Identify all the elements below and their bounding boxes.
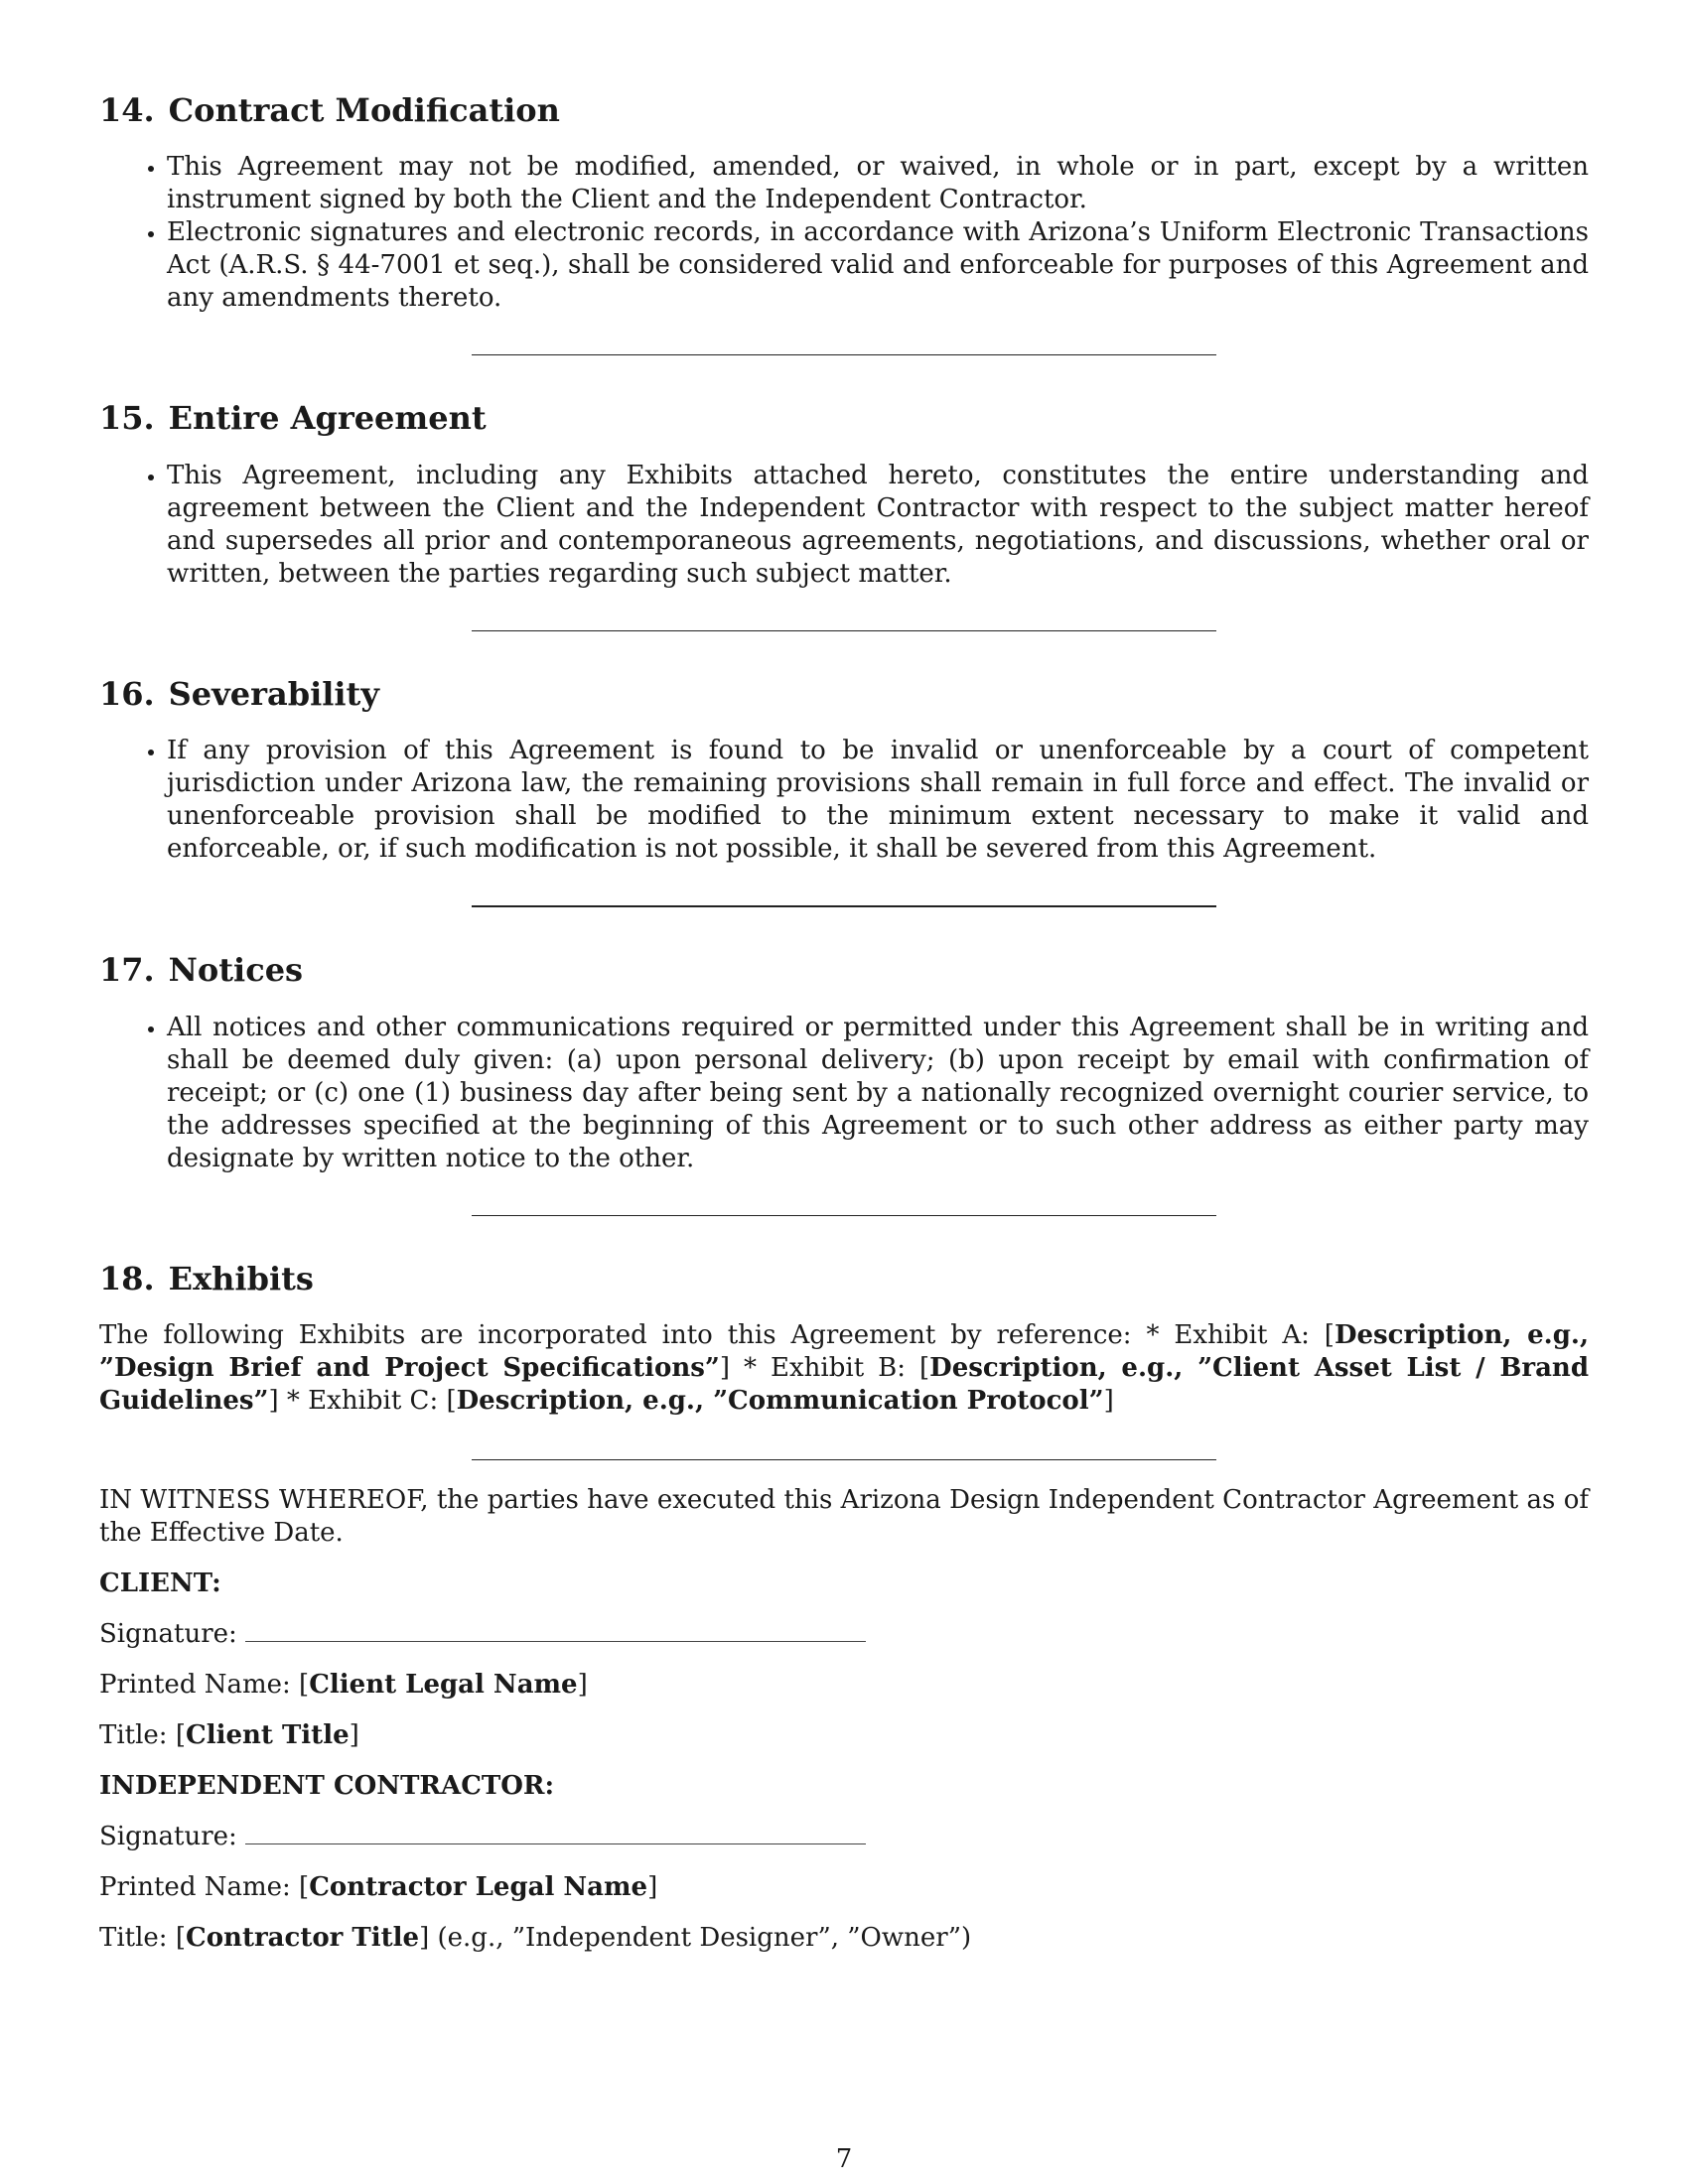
exhibits-paragraph: The following Exhibits are incorporated into this Agreement by reference: * Exhibit A: [Description, e.g., ”Design Brief and Project Specifications”] * Exhibit B: [Description, e.g., ”Client Asset List / Brand Guidelines”] * Exhibit C: [Description, e.g., ”Communication Protocol”] bbox=[99, 1319, 1590, 1416]
contractor-heading: INDEPENDENT CONTRACTOR: bbox=[99, 1770, 555, 1801]
section-entire-agreement bbox=[99, 399, 1589, 590]
bullet-list bbox=[99, 1012, 1589, 1175]
client-heading: CLIENT: bbox=[99, 1568, 221, 1598]
page-number: 7 bbox=[835, 2144, 853, 2174]
section-divider bbox=[472, 1459, 1216, 1460]
contractor-signature-block bbox=[99, 1770, 1589, 1955]
list-item: • This Agreement, including any Exhibits attached hereto, constitutes the entire understanding and agreement between the Client and the Independent Contractor with respect to the subject matter hereof and supersedes all prior and contemporaneous agreements, negotiations, and discussions, whether oral or written, between the parties regarding such subject matter. bbox=[167, 460, 1589, 591]
contractor-signature-row: Signature: bbox=[99, 1821, 1589, 1853]
document-page bbox=[99, 91, 1589, 1955]
list-item: • Electronic signatures and electronic records, in accordance with Arizona’s Uniform Electronic Transactions Act (A.R.S. § 44-7001 et seq.), shall be considered valid and enforceable for purposes of this Agreement and any amendments thereto. bbox=[167, 216, 1589, 315]
section-contract-modification bbox=[99, 91, 1589, 315]
witness-statement: IN WITNESS WHEREOF, the parties have executed this Arizona Design Independent Contractor Agreement as of the Effective Date. bbox=[99, 1484, 1589, 1548]
bullet-list bbox=[99, 460, 1589, 591]
bullet-list bbox=[99, 735, 1589, 866]
client-printed-name-row: Printed Name: [Client Legal Name] bbox=[99, 1669, 588, 1700]
contractor-printed-name-row: Printed Name: [Contractor Legal Name] bbox=[99, 1871, 658, 1902]
section-divider bbox=[472, 1215, 1216, 1216]
contractor-title-row: Title: [Contractor Title] (e.g., ”Independent Designer”, ”Owner”) bbox=[99, 1922, 972, 1953]
section-severability bbox=[99, 675, 1589, 866]
list-item: • This Agreement may not be modified, amended, or waived, in whole or in part, except by a written instrument signed by both the Client and the Independent Contractor. bbox=[167, 151, 1589, 216]
section-notices bbox=[99, 951, 1589, 1174]
section-divider bbox=[472, 354, 1216, 355]
client-title-row: Title: [Client Title] bbox=[99, 1719, 359, 1750]
list-item: • All notices and other communications required or permitted under this Agreement shall be in writing and shall be deemed duly given: (a) upon personal delivery; (b) upon receipt by email with confirmation of receipt; or (c) one (1) business day after being sent by a nationally recognized overnight courier service, to the addresses specified at the beginning of this Agreement or to such other address as either party may designate by written notice to the other. bbox=[167, 1012, 1589, 1175]
client-signature-block bbox=[99, 1568, 1589, 1752]
bullet-list bbox=[99, 151, 1589, 315]
exhibit-c-description: Description, e.g., ”Communication Protocol” bbox=[456, 1385, 1104, 1416]
section-heading: 14. Contract Modification bbox=[99, 91, 560, 129]
exhibit-b-description: Description, e.g., ”Client Asset List / Brand Guidelines” bbox=[99, 1352, 1590, 1416]
client-signature-row: Signature: bbox=[99, 1618, 1589, 1651]
contractor-signature-line[interactable] bbox=[245, 1822, 866, 1844]
section-heading: 15. Entire Agreement bbox=[99, 399, 487, 438]
section-heading: 17. Notices bbox=[99, 951, 304, 990]
section-exhibits bbox=[99, 1260, 1589, 1418]
section-divider bbox=[472, 905, 1216, 907]
exhibit-a-description: Description, e.g., ”Design Brief and Project Specifications” bbox=[99, 1319, 1589, 1383]
section-divider bbox=[472, 630, 1216, 631]
list-item: • If any provision of this Agreement is found to be invalid or unenforceable by a court of competent jurisdiction under Arizona law, the remaining provisions shall remain in full force and effect. The invalid or unenforceable provision shall be modified to the minimum extent necessary to make it valid and enforceable, or, if such modification is not possible, it shall be severed from this Agreement. bbox=[167, 735, 1589, 866]
client-signature-line[interactable] bbox=[245, 1619, 866, 1642]
section-heading: 16. Severability bbox=[99, 674, 379, 713]
section-heading: 18. Exhibits bbox=[99, 1259, 314, 1297]
